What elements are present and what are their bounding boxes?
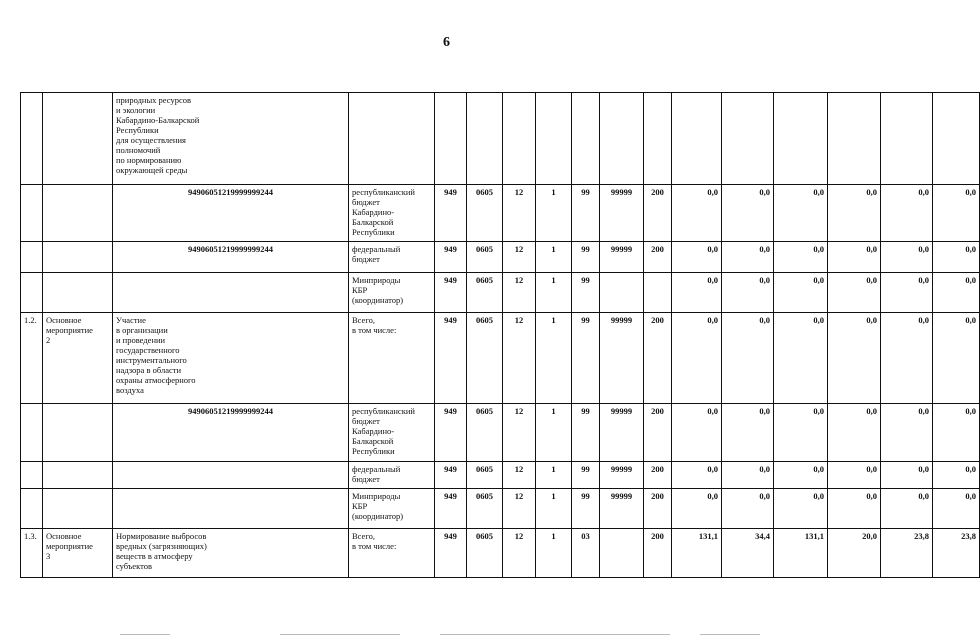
value-3: 0,0 (774, 489, 828, 529)
scan-artifact (700, 634, 760, 635)
cs-part-4 (600, 93, 644, 185)
cs-part-3: 99 (572, 313, 600, 404)
vr-code: 200 (644, 313, 672, 404)
value-4: 0,0 (828, 242, 881, 273)
funding-source: федеральный бюджет (349, 462, 435, 489)
value-6: 0,0 (933, 462, 980, 489)
row-number (21, 462, 43, 489)
table-row (21, 242, 980, 273)
funding-source (349, 93, 435, 185)
value-6: 0,0 (933, 185, 980, 242)
cs-part-4 (600, 273, 644, 313)
event-type (43, 242, 113, 273)
budget-code (113, 273, 349, 313)
cs-part-4: 99999 (600, 462, 644, 489)
value-5: 0,0 (881, 489, 933, 529)
value-6 (933, 93, 980, 185)
budget-code (113, 462, 349, 489)
cs-part-3: 99 (572, 242, 600, 273)
value-6: 0,0 (933, 313, 980, 404)
row-number: 1.3. (21, 529, 43, 578)
value-2: 34,4 (722, 529, 774, 578)
funding-source: республиканский бюджет Кабардино- Балкарской Республики (349, 404, 435, 462)
grbs-code: 949 (435, 462, 467, 489)
budget-code: 94906051219999999244 (113, 404, 349, 462)
rz-pr-code: 0605 (467, 273, 503, 313)
event-type (43, 489, 113, 529)
grbs-code: 949 (435, 313, 467, 404)
value-4: 0,0 (828, 313, 881, 404)
value-4: 0,0 (828, 489, 881, 529)
budget-code: 94906051219999999244 (113, 185, 349, 242)
cs-part-3: 99 (572, 185, 600, 242)
cs-part-2: 1 (536, 185, 572, 242)
value-2: 0,0 (722, 404, 774, 462)
value-1: 0,0 (672, 273, 722, 313)
cs-part-3: 99 (572, 404, 600, 462)
event-type: Основное мероприятие 3 (43, 529, 113, 578)
row-number (21, 273, 43, 313)
value-6: 0,0 (933, 404, 980, 462)
cs-part-3: 99 (572, 462, 600, 489)
cs-part-2 (536, 93, 572, 185)
value-1: 0,0 (672, 404, 722, 462)
grbs-code: 949 (435, 404, 467, 462)
grbs-code: 949 (435, 273, 467, 313)
value-4: 0,0 (828, 404, 881, 462)
value-1: 0,0 (672, 242, 722, 273)
scan-artifact (440, 634, 670, 635)
event-type (43, 404, 113, 462)
value-3: 0,0 (774, 273, 828, 313)
cs-part-4: 99999 (600, 489, 644, 529)
value-2: 0,0 (722, 489, 774, 529)
rz-pr-code: 0605 (467, 242, 503, 273)
cs-part-4: 99999 (600, 185, 644, 242)
row-number (21, 489, 43, 529)
cs-part-1: 12 (503, 313, 536, 404)
cs-part-1: 12 (503, 462, 536, 489)
value-6: 0,0 (933, 242, 980, 273)
rz-pr-code: 0605 (467, 313, 503, 404)
rz-pr-code: 0605 (467, 404, 503, 462)
value-2: 0,0 (722, 185, 774, 242)
funding-source: Минприроды КБР (координатор) (349, 489, 435, 529)
funding-source: федеральный бюджет (349, 242, 435, 273)
value-4: 0,0 (828, 185, 881, 242)
grbs-code (435, 93, 467, 185)
vr-code: 200 (644, 462, 672, 489)
scan-artifact (120, 634, 170, 635)
cs-part-1 (503, 93, 536, 185)
value-3: 131,1 (774, 529, 828, 578)
value-2: 0,0 (722, 313, 774, 404)
value-4 (828, 93, 881, 185)
value-5 (881, 93, 933, 185)
row-number (21, 185, 43, 242)
cs-part-1: 12 (503, 273, 536, 313)
value-2: 0,0 (722, 242, 774, 273)
cs-part-2: 1 (536, 462, 572, 489)
value-2: 0,0 (722, 273, 774, 313)
funding-source: Минприроды КБР (координатор) (349, 273, 435, 313)
value-5: 0,0 (881, 185, 933, 242)
value-2 (722, 93, 774, 185)
value-3: 0,0 (774, 242, 828, 273)
value-1: 131,1 (672, 529, 722, 578)
vr-code: 200 (644, 242, 672, 273)
funding-source: Всего, в том числе: (349, 313, 435, 404)
cs-part-4: 99999 (600, 313, 644, 404)
event-type (43, 93, 113, 185)
cs-part-3: 99 (572, 489, 600, 529)
event-type (43, 185, 113, 242)
table-row (21, 93, 980, 185)
cs-part-2: 1 (536, 242, 572, 273)
cs-part-1: 12 (503, 242, 536, 273)
cs-part-2: 1 (536, 529, 572, 578)
table-row (21, 529, 980, 578)
cs-part-4: 99999 (600, 404, 644, 462)
value-3 (774, 93, 828, 185)
value-3: 0,0 (774, 313, 828, 404)
cs-part-2: 1 (536, 489, 572, 529)
table-row (21, 404, 980, 462)
table-row (21, 462, 980, 489)
value-3: 0,0 (774, 185, 828, 242)
cs-part-1: 12 (503, 529, 536, 578)
vr-code: 200 (644, 185, 672, 242)
value-5: 0,0 (881, 273, 933, 313)
event-type (43, 462, 113, 489)
rz-pr-code (467, 93, 503, 185)
value-1: 0,0 (672, 313, 722, 404)
cs-part-3: 03 (572, 529, 600, 578)
rz-pr-code: 0605 (467, 462, 503, 489)
funding-source: республиканский бюджет Кабардино- Балкарской Республики (349, 185, 435, 242)
event-type: Основное мероприятие 2 (43, 313, 113, 404)
value-6: 0,0 (933, 489, 980, 529)
event-type (43, 273, 113, 313)
event-name: Нормирование выбросов вредных (загрязняющих) веществ в атмосферу субъектов (113, 529, 349, 578)
event-name: Участие в организации и проведении государственного инструментального надзора в области охраны атмосферного воздуха (113, 313, 349, 404)
rz-pr-code: 0605 (467, 185, 503, 242)
value-1: 0,0 (672, 462, 722, 489)
value-4: 20,0 (828, 529, 881, 578)
value-5: 0,0 (881, 313, 933, 404)
funding-source: Всего, в том числе: (349, 529, 435, 578)
cs-part-2: 1 (536, 273, 572, 313)
cs-part-2: 1 (536, 404, 572, 462)
value-5: 0,0 (881, 404, 933, 462)
value-3: 0,0 (774, 462, 828, 489)
table-row (21, 273, 980, 313)
value-1 (672, 93, 722, 185)
cs-part-4 (600, 529, 644, 578)
cs-part-4: 99999 (600, 242, 644, 273)
value-5: 23,8 (881, 529, 933, 578)
value-1: 0,0 (672, 489, 722, 529)
vr-code: 200 (644, 404, 672, 462)
rz-pr-code: 0605 (467, 529, 503, 578)
cs-part-1: 12 (503, 489, 536, 529)
scan-artifact (280, 634, 400, 635)
budget-code: 94906051219999999244 (113, 242, 349, 273)
value-6: 0,0 (933, 273, 980, 313)
cs-part-3: 99 (572, 273, 600, 313)
cs-part-1: 12 (503, 404, 536, 462)
vr-code (644, 273, 672, 313)
table-row (21, 185, 980, 242)
grbs-code: 949 (435, 489, 467, 529)
value-5: 0,0 (881, 462, 933, 489)
grbs-code: 949 (435, 185, 467, 242)
value-2: 0,0 (722, 462, 774, 489)
table-row (21, 489, 980, 529)
row-number (21, 93, 43, 185)
row-number (21, 404, 43, 462)
value-3: 0,0 (774, 404, 828, 462)
table-row (21, 313, 980, 404)
grbs-code: 949 (435, 242, 467, 273)
value-6: 23,8 (933, 529, 980, 578)
vr-code (644, 93, 672, 185)
value-1: 0,0 (672, 185, 722, 242)
budget-code (113, 489, 349, 529)
value-4: 0,0 (828, 462, 881, 489)
row-number (21, 242, 43, 273)
event-name: природных ресурсов и экологии Кабардино-Балкарской Республики для осуществления полномочий по нормированию окружающей среды (113, 93, 349, 185)
cs-part-2: 1 (536, 313, 572, 404)
vr-code: 200 (644, 529, 672, 578)
value-4: 0,0 (828, 273, 881, 313)
row-number: 1.2. (21, 313, 43, 404)
budget-table (20, 92, 980, 578)
vr-code: 200 (644, 489, 672, 529)
page-number: 6 (443, 35, 450, 50)
value-5: 0,0 (881, 242, 933, 273)
cs-part-3 (572, 93, 600, 185)
rz-pr-code: 0605 (467, 489, 503, 529)
grbs-code: 949 (435, 529, 467, 578)
cs-part-1: 12 (503, 185, 536, 242)
